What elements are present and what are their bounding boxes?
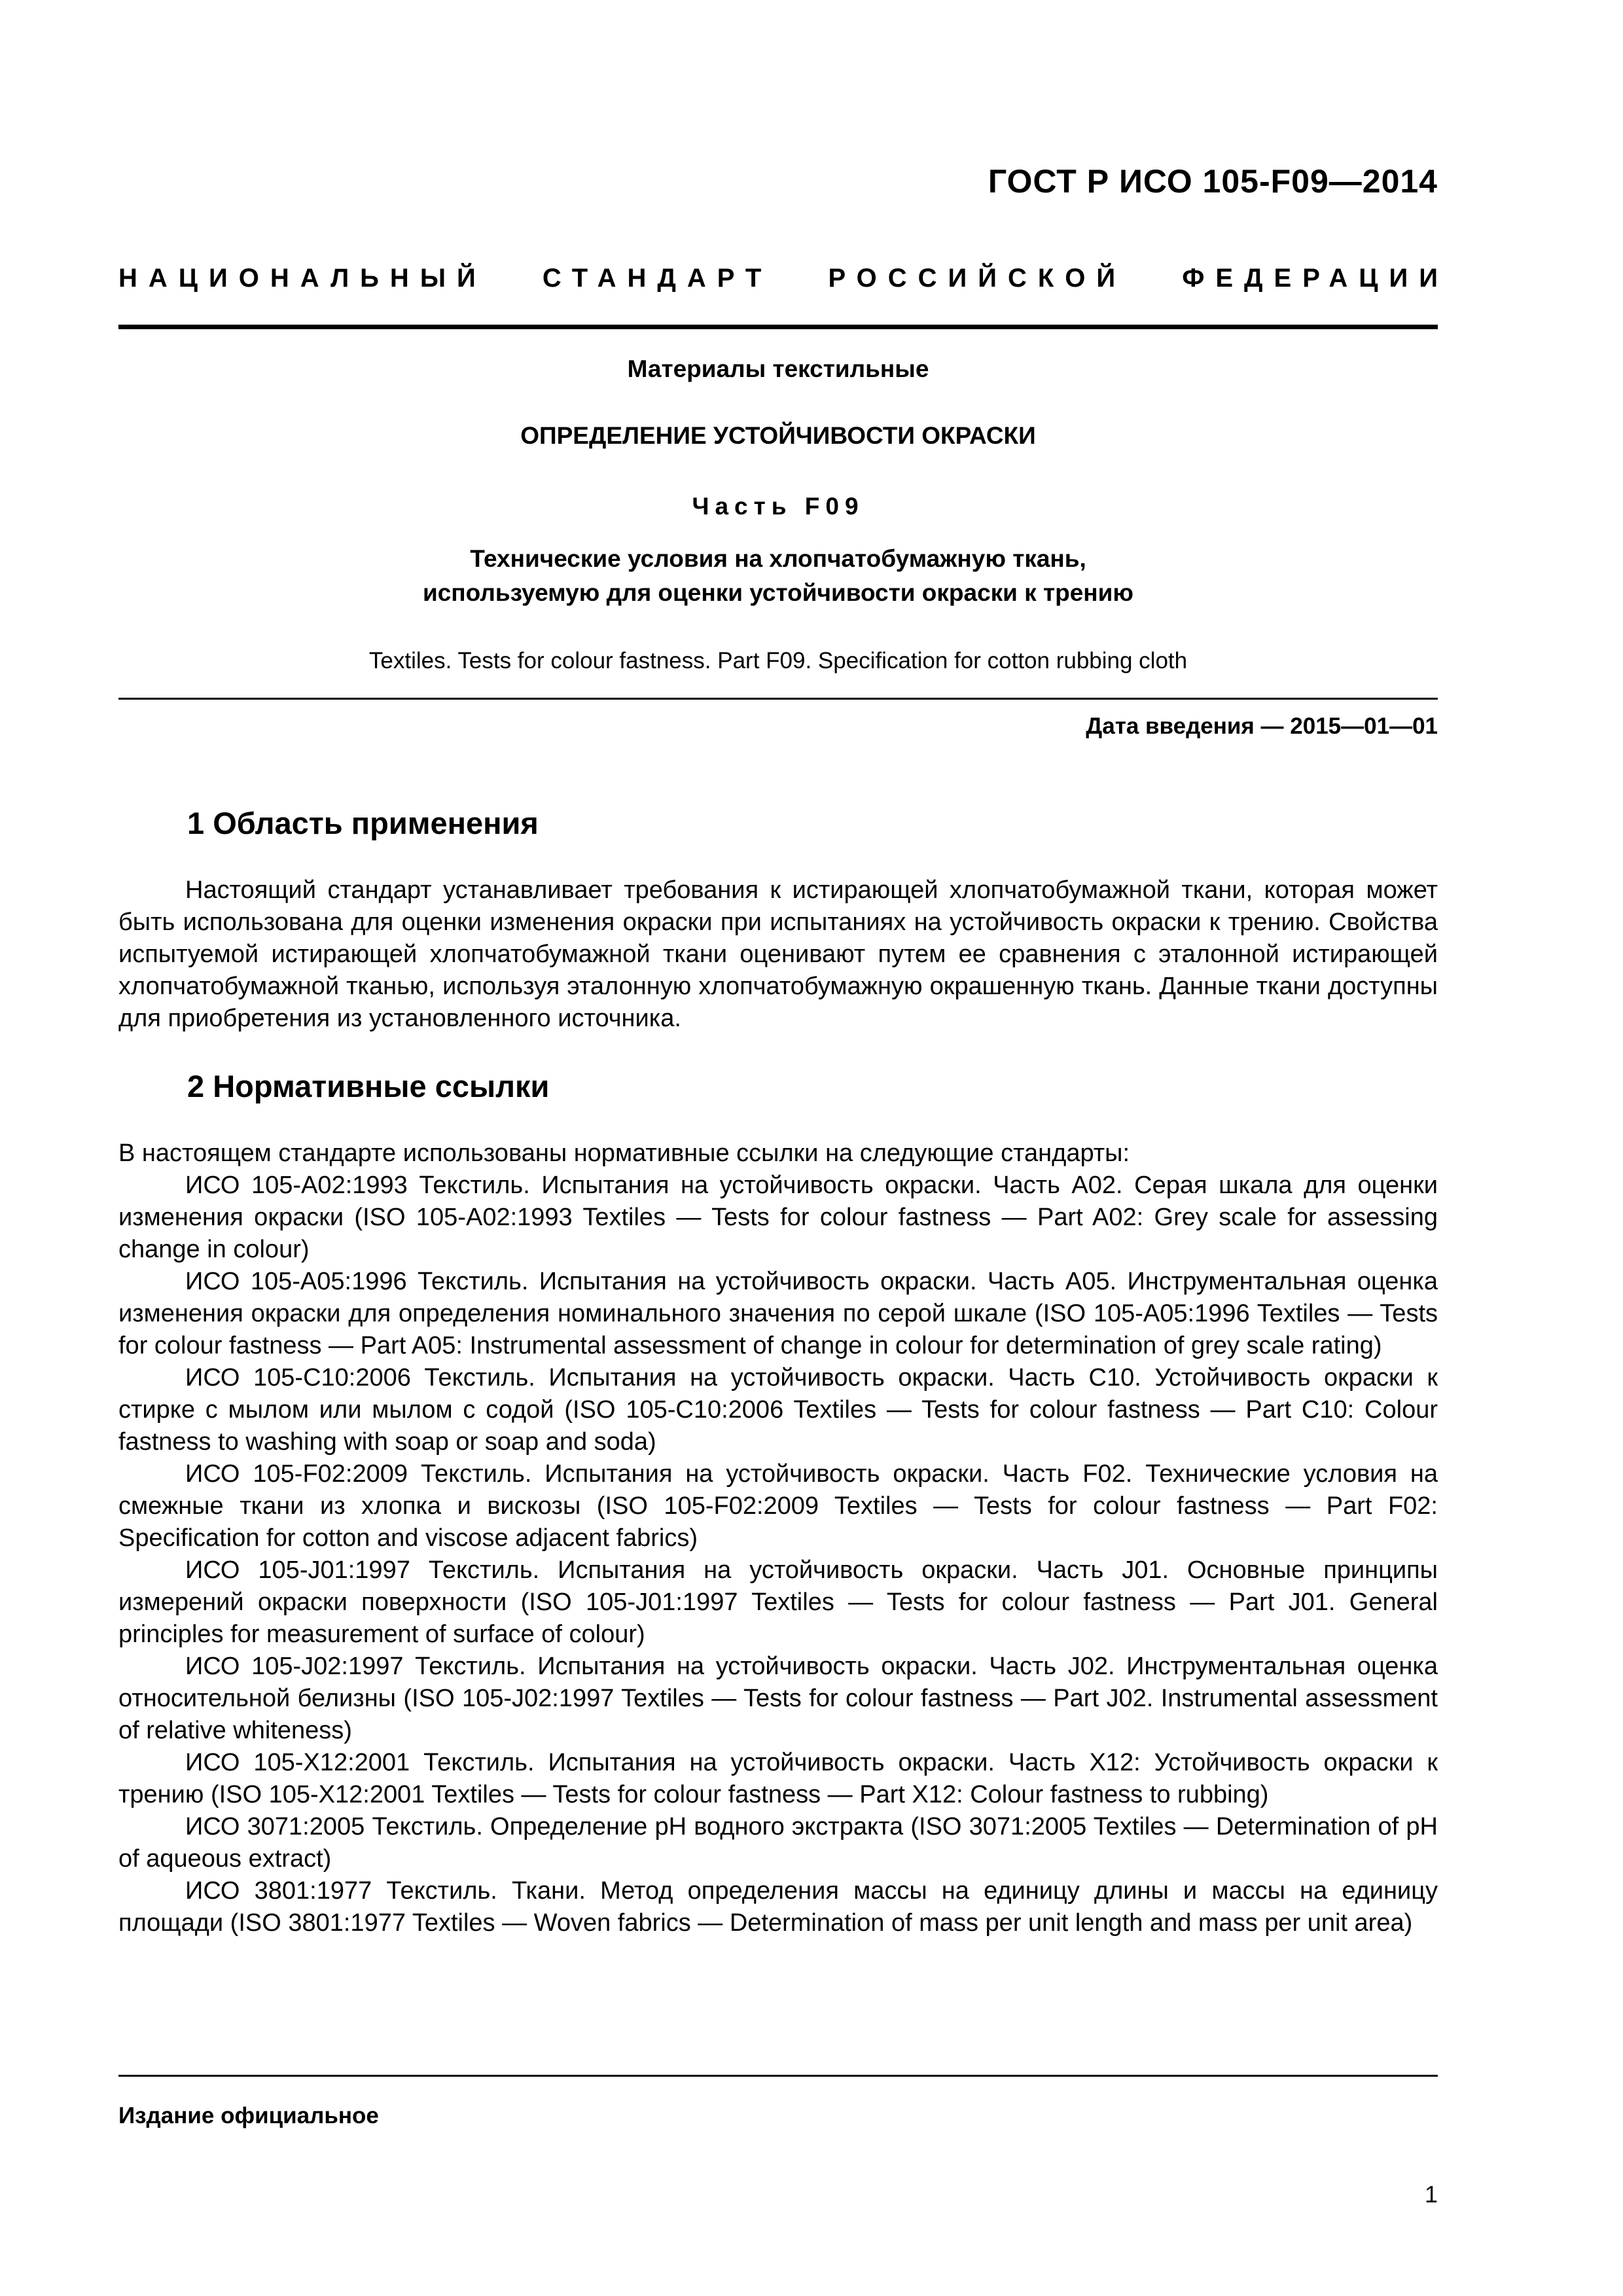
normative-references [118,1138,1438,1939]
banner-word: ФЕДЕРАЦИИ [1182,264,1449,293]
reference-item: ИСО 105-F02:2009 Текстиль. Испытания на устойчивость окраски. Часть F02. Технические условия на смежные ткани из хлопка и вискозы (ISO 105-F02:2009 Textiles — Tests for colour fastness — Part F02: Specification for cotton and viscose adjacent fabrics) [118,1460,1438,1552]
reference-item: ИСО 105-X12:2001 Текстиль. Испытания на устойчивость окраски. Часть X12: Устойчивость окраски к трению (ISO 105-X12:2001 Textiles — Tests for colour fastness — Part X12: Colour fastness to rubbing) [118,1749,1438,1808]
official-edition-label: Издание официальное [118,2103,379,2128]
introduction-date: Дата введения — 2015—01—01 [1086,713,1438,739]
standard-part: Часть F09 [692,493,865,520]
document-code: ГОСТ Р ИСО 105-F09—2014 [988,163,1438,200]
section-1-body [118,874,1438,1035]
reference-item: ИСО 105-A05:1996 Текстиль. Испытания на устойчивость окраски. Часть A05. Инструментальная оценка изменения окраски для определения номинального значения по серой шкале (ISO 105-A05:1996 Textiles — Tests for colour fastness — Part A05: Instrumental assessment of change in colour for determination of grey scale rating) [118,1268,1438,1359]
reference-item: ИСО 105-J02:1997 Текстиль. Испытания на устойчивость окраски. Часть J02. Инструментальная оценка относительной белизны (ISO 105-J02:1997 Textiles — Tests for colour fastness — Part J02. Instrumental assessment of relative whiteness) [118,1653,1438,1744]
standard-subtitle-line1: Технические условия на хлопчатобумажную ткань, [470,545,1086,572]
reference-item: ИСО 105-C10:2006 Текстиль. Испытания на устойчивость окраски. Часть C10. Устойчивость окраски к стирке с мылом или мылом с содой (ISO 105-C10:2006 Textiles — Tests for colour fastness — Part C10: Colour fastness to washing with soap or soap and soda) [118,1364,1438,1456]
banner-word: СТАНДАРТ [542,264,773,293]
reference-item: ИСО 3071:2005 Текстиль. Определение pH водного экстракта (ISO 3071:2005 Textiles — Determination of pH of aqueous extract) [118,1813,1438,1873]
references-lead: В настоящем стандарте использованы нормативные ссылки на следующие стандарты: [118,1139,1130,1167]
title-divider [118,698,1438,700]
reference-item: ИСО 105-J01:1997 Текстиль. Испытания на устойчивость окраски. Часть J01. Основные принципы измерений окраски поверхности (ISO 105-J01:1997 Textiles — Tests for colour fastness — Part J01. General principles for measurement of surface of colour) [118,1556,1438,1648]
footer-divider [118,2075,1438,2077]
reference-item: ИСО 3801:1977 Текстиль. Ткани. Метод определения массы на единицу длины и массы на единицу площади (ISO 3801:1977 Textiles — Woven fabrics — Determination of mass per unit length and mass per unit area) [118,1877,1438,1937]
section-2-heading: 2 Нормативные ссылки [187,1069,550,1103]
national-standard-banner [118,264,1449,293]
standard-title: ОПРЕДЕЛЕНИЕ УСТОЙЧИВОСТИ ОКРАСКИ [520,422,1036,449]
standard-category: Материалы текстильные [627,355,929,382]
header-divider [118,325,1438,329]
section-1-heading: 1 Область применения [187,806,539,840]
section-1-paragraph: Настоящий стандарт устанавливает требования к истирающей хлопчатобумажной ткани, которая может быть использована для оценки изменения окраски при испытаниях на устойчивость окраски к трению. Свойства испытуемой истирающей хлопчатобумажной ткани оценивают путем ее сравнения с эталонной истирающей хлопчатобумажной тканью, используя эталонную хлопчатобумажную окрашенную ткань. Данные ткани доступны для приобретения из установленного источника. [118,876,1438,1032]
banner-word: РОССИЙСКОЙ [828,264,1127,293]
english-title: Textiles. Tests for colour fastness. Part F09. Specification for cotton rubbing cloth [368,648,1188,673]
banner-word: НАЦИОНАЛЬНЫЙ [118,264,487,293]
reference-item: ИСО 105-A02:1993 Текстиль. Испытания на устойчивость окраски. Часть A02. Серая шкала для оценки изменения окраски (ISO 105-A02:1993 Textiles — Tests for colour fastness — Part A02: Grey scale for assessing change in colour) [118,1172,1438,1263]
page-number: 1 [1424,2181,1438,2208]
standard-subtitle-line2: используемую для оценки устойчивости окраски к трению [422,579,1133,606]
